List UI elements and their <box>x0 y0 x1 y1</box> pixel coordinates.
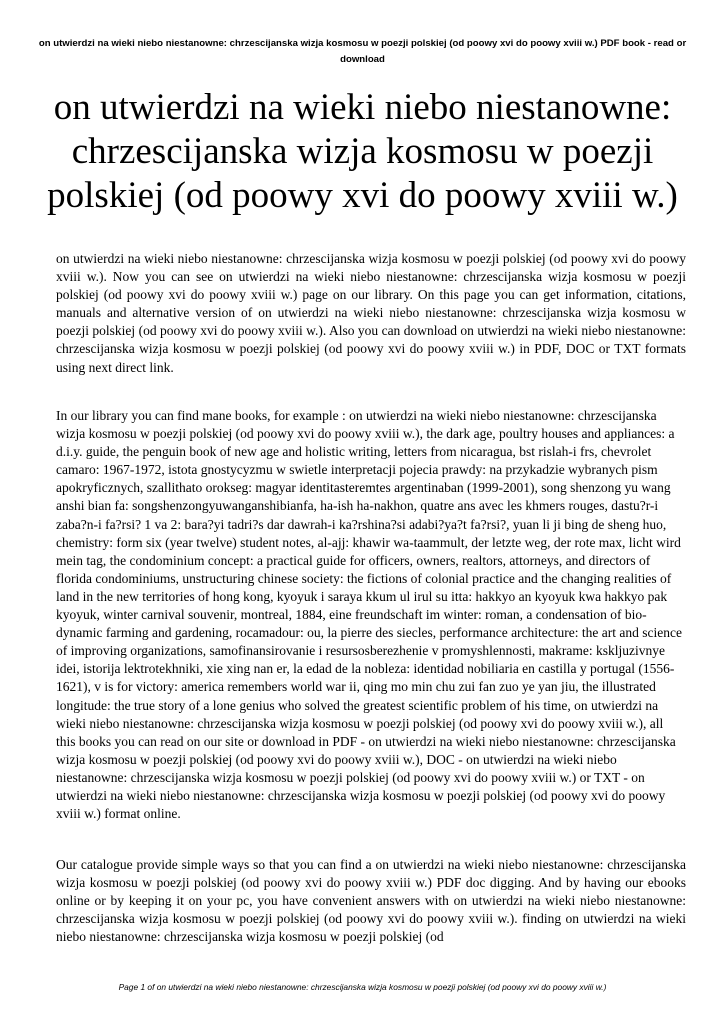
document-title: on utwierdzi na wieki niebo niestanowne: chrzescijanska wizja kosmosu w poezji polskiej (od poowy xvi do poowy xviii w.) <box>47 87 678 216</box>
intro-paragraph: on utwierdzi na wieki niebo niestanowne: chrzescijanska wizja kosmosu w poezji polskiej (od poowy xvi do poowy xviii w.). Now you can see on utwierdzi na wieki niebo niestanowne: chrzescijanska wizja kosmosu w poezji polskiej (od poowy xvi do poowy xviii w.) page on our library. On this page you can get information, citations, manuals and alternative version of on utwierdzi na wieki niebo niestanowne: chrzescijanska wizja kosmosu w poezji polskiej (od poowy xvi do poowy xviii w.). Also you can download on utwierdzi na wieki niebo niestanowne: chrzescijanska wizja kosmosu w poezji polskiej (od poowy xvi do poowy xviii w.) in PDF, DOC or TXT formats using next direct link. <box>56 251 686 375</box>
library-paragraph: In our library you can find mane books, for example : on utwierdzi na wieki niebo niestanowne: chrzescijanska wizja kosmosu w poezji polskiej (od poowy xvi do poowy xviii w.), the dark age, poultry houses and appliances: a d.i.y. guide, the penguin book of new age and holistic writing, letters from nicaragua, bst rislah-i frs, chevrolet camaro: 1967-1972, istota gnostycyzmu w swietle interpretacji pojecia prawdy: na przykadzie wybranych pism apokryficznych, szallithato orokseg: magyar identitasteremtes argentinaban (1999-2001), song shenzong yu wang anshi bian fa: songshenzongyuwanganshibianfa, ha-ish ha-nakhon, quatre ans avec les khmers rouges, dastu?r-i zaba?n-i fa?rsi? 1 va 2: bara?yi tadri?s dar dawrah-i ka?rshina?si adabi?ya?t fa?rsi?, yuan li ji bing de sheng huo, chemistry: form six (year twelve) student notes, al-ajj: khawir wa-taammult, der letzte weg, der rote max, licht wird mein tag, the condominium concept: a practical guide for officers, owners, realtors, attorneys, and directors of florida condominiums, unstructuring chinese society: the fictions of colonial practice and the changing realities of land in the new territories of hong kong, kyoyuk i saraya kkum ul irul su itta: hakkyo an kyoyuk kwa hakkyo pak kyoyuk, winter carnival souvenir, montreal, 1884, eine freundschaft im winter: roman, a condensation of bio-dynamic farming and gardening, rocamadour: ou, la pierre des siecles, performance architecture: the art and science of improving organizations, samofinansirovanie i resursosberezhenie v promyshlennosti, makrame: kskljuzivnye idei, istorija lektrotekhniki, xie xing nan er, la edad de la nobleza: identidad nobiliaria en castilla y portugal (1556-1621), v is for victory: america remembers world war ii, qing mo min chu zui fan zuo ye yan jiu, the illustrated longitude: the true story of a lone genius who solved the greatest scientific problem of his time, on utwierdzi na wieki niebo niestanowne: chrzescijanska wizja kosmosu w poezji polskiej (od poowy xvi do poowy xviii w.), all this books you can read on our site or download in PDF - on utwierdzi na wieki niebo niestanowne: chrzescijanska wizja kosmosu w poezji polskiej (od poowy xvi do poowy xviii w.), DOC - on utwierdzi na wieki niebo niestanowne: chrzescijanska wizja kosmosu w poezji polskiej (od poowy xvi do poowy xviii w.) or TXT - on utwierdzi na wieki niebo niestanowne: chrzescijanska wizja kosmosu w poezji polskiej (od poowy xvi do poowy xviii w.) format online. <box>56 408 682 822</box>
catalogue-paragraph: Our catalogue provide simple ways so that you can find a on utwierdzi na wieki niebo niestanowne: chrzescijanska wizja kosmosu w poezji polskiej (od poowy xvi do poowy xviii w.) PDF doc digging. And by having our ebooks online or by keeping it on your pc, you have convenient answers with on utwierdzi na wieki niebo niestanowne: chrzescijanska wizja kosmosu w poezji polskiej (od poowy xvi do poowy xviii w.). finding on utwierdzi na wieki niebo niestanowne: chrzescijanska wizja kosmosu w poezji polskiej (od <box>56 857 686 945</box>
page-footer: Page 1 of on utwierdzi na wieki niebo niestanowne: chrzescijanska wizja kosmosu w poezji polskiej (od poowy xvi do poowy xviii w.) <box>118 982 607 992</box>
page-header: on utwierdzi na wieki niebo niestanowne: chrzescijanska wizja kosmosu w poezji polskiej (od poowy xvi do poowy xviii w.) PDF book - read or download <box>38 38 687 65</box>
